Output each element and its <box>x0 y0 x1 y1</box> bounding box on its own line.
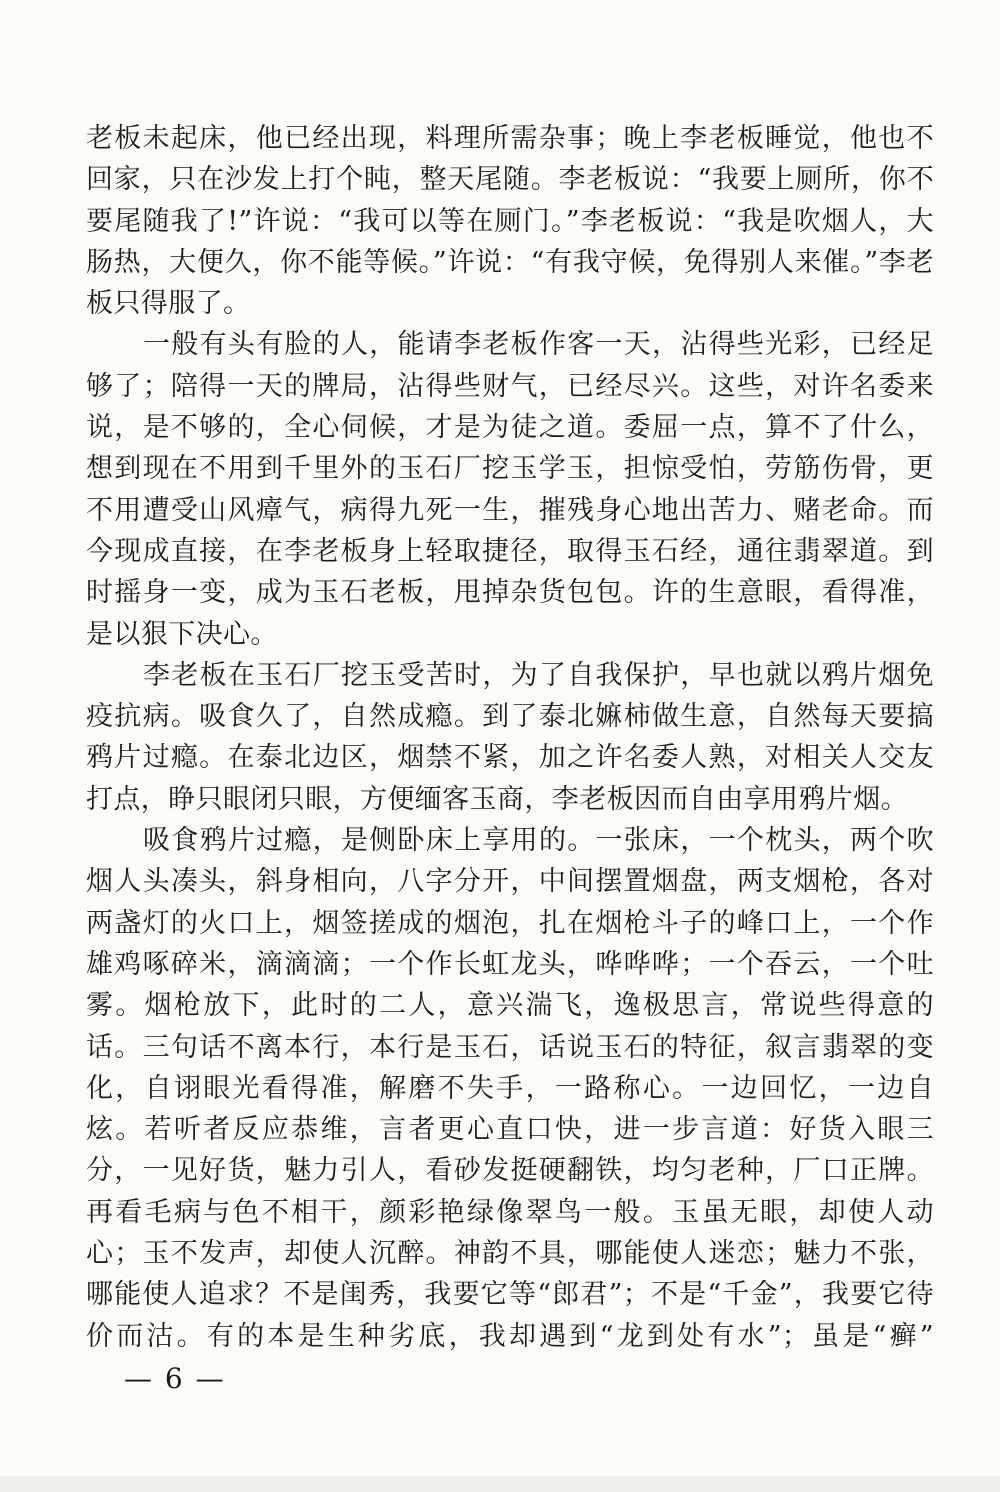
page-number: — 6 — <box>124 1362 226 1395</box>
paragraph-2: 一般有头有脸的人，能请李老板作客一天，沾得些光彩，已经足够了；陪得一天的牌局，沾得些财气，已经尽兴。这些，对许名委来说，是不够的，全心伺候，才是为徒之道。委屈一点，算不了什么，想到现在不用到千里外的玉石厂挖玉学玉，担惊受怕，劳筋伤骨，更不用遭受山风瘴气，病得九死一生，摧残身心地出苦力、赌老命。而今现成直接，在李老板身上轻取捷径，取得玉石经，通往翡翠道。到时摇身一变，成为玉石老板，甩掉杂货包包。许的生意眼，看得准，是以狠下决心。 <box>86 329 934 650</box>
scan-bottom-edge <box>0 1476 1000 1492</box>
paragraph-4: 吸食鸦片过瘾，是侧卧床上享用的。一张床，一个枕头，两个吹烟人头凑头，斜身相向，八字分开，中间摆置烟盘，两支烟枪，各对两盏灯的火口上，烟签搓成的烟泡，扎在烟枪斗子的峰口上，一个作雄鸡啄碎米，滴滴滴；一个作长虹龙头，哗哗哗；一个吞云，一个吐雾。烟枪放下，此时的二人，意兴湍飞，逸极思言，常说些得意的话。三句话不离本行，本行是玉石，话说玉石的特征，叙言翡翠的变化，自诩眼光看得准，解磨不失手，一路称心。一边回忆，一边自炫。若听者反应恭维，言者更心直口快，进一步言道：好货入眼三分，一见好货，魅力引人，看砂发挺硬翻铁，均匀老种，厂口正牌。再看毛病与色不相干，颜彩艳绿像翠鸟一般。玉虽无眼，却使人动心；玉不发声，却使人沉醉。神韵不具，哪能使人迷恋；魅力不张，哪能使人追求？不是闺秀，我要它等“郎君”；不是“千金”，我要它待价而沽。有的本是生种劣底，我却遇到“龙到处有水”；虽是“癣” <box>86 825 934 1352</box>
paragraph-1: 老板未起床，他已经出现，料理所需杂事；晚上李老板睡觉，他也不回家，只在沙发上打个盹，整天尾随。李老板说：“我要上厕所，你不要尾随我了!”许说：“我可以等在厕门。”李老板说：“我是吹烟人，大肠热，大便久，你不能等候。”许说：“有我守候，免得别人来催。”李老板只得服了。 <box>86 123 934 320</box>
paragraph-3: 李老板在玉石厂挖玉受苦时，为了自我保护，早也就以鸦片烟免疫抗病。吸食久了，自然成瘾。到了泰北嫲柿做生意，自然每天要搞鸦片过瘾。在泰北边区，烟禁不紧，加之许名委人熟，对相关人交友打点，睁只眼闭只眼，方便缅客玉商，李老板因而自由享用鸦片烟。 <box>86 659 934 815</box>
body-text <box>86 118 934 1357</box>
